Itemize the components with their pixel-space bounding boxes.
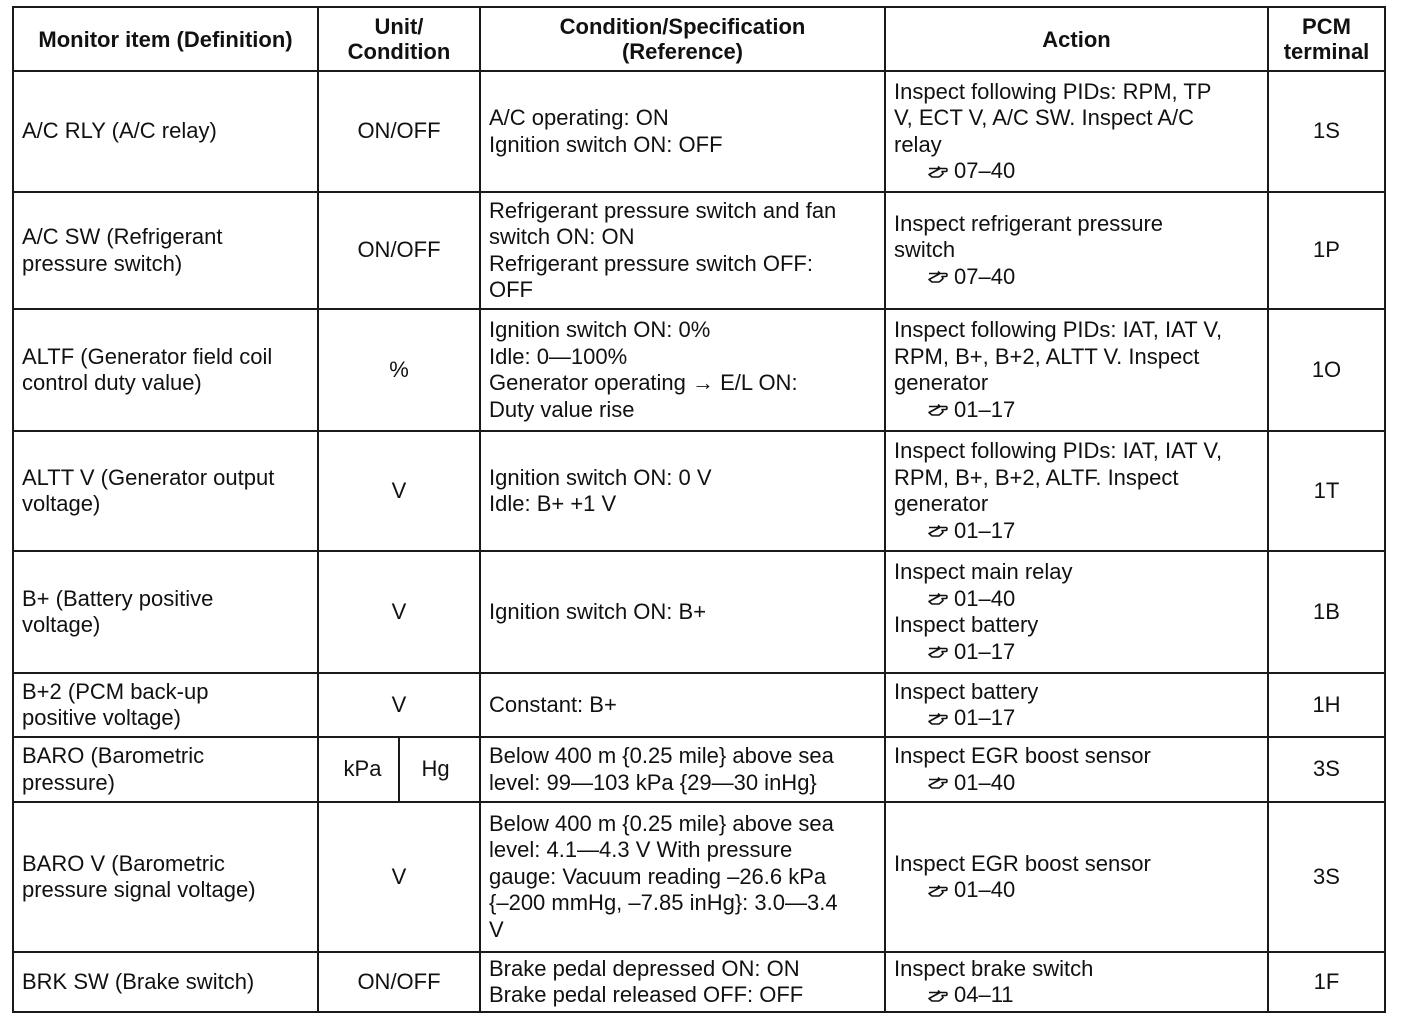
table-row [13,802,1385,952]
monitor-item-text: voltage) [22,612,101,637]
condition-text: Generator operating → E/L ON: [489,370,798,395]
condition-cell [480,551,885,673]
monitor-item-text: control duty value) [22,370,202,395]
reference-page: 07–40 [954,158,1016,183]
monitor-item-text: A/C SW (Refrigerant [22,224,223,249]
header-unit-line1: Unit/ [374,14,424,39]
monitor-item-text: A/C RLY (A/C relay) [22,118,217,144]
monitor-item-text: BARO (Barometric [22,743,205,768]
header-pcm-terminal [1268,7,1385,71]
condition-text: level: 4.1—4.3 V With pressure [489,837,793,863]
condition-text: OFF [489,277,533,302]
unit-cell: ON/OFF [318,192,480,309]
condition-text: A/C operating: ON [489,105,669,130]
monitor-item-cell [13,802,318,952]
monitor-item-text: BRK SW (Brake switch) [22,968,255,994]
condition-cell [480,673,885,737]
monitor-item-text: pressure signal voltage) [22,877,256,902]
condition-text: gauge: Vacuum reading –26.6 kPa [489,863,827,889]
condition-cell [480,309,885,431]
monitor-item-text: pressure) [22,769,115,795]
table-row [13,952,1385,1012]
condition-cell [480,802,885,952]
action-cell [885,192,1268,309]
condition-text: level: 99—103 kPa {29—30 inHg} [489,769,817,795]
action-text: Inspect main relay [894,559,1073,584]
table-row [13,309,1385,431]
monitor-item-text: voltage) [22,491,101,516]
unit-cell: % [318,309,480,431]
reference-page: 04–11 [954,982,1014,1007]
pcm-terminal-cell: 1F [1268,952,1385,1012]
unit-hg: Hg [421,756,450,782]
action-cell [885,802,1268,952]
monitor-item-cell [13,71,318,192]
action-cell [885,431,1268,551]
unit-cell: V [318,431,480,551]
header-action: Action [885,7,1268,71]
action-text: generator [894,491,989,516]
monitor-item-text: ALTT V (Generator output [22,464,275,490]
unit-cell [318,737,480,802]
reference-link[interactable] [894,639,1259,666]
reference-link[interactable] [894,982,1259,1009]
reference-page: 07–40 [954,263,1016,289]
pointing-hand-icon [928,270,948,283]
condition-text: Ignition switch ON: OFF [489,131,723,157]
reference-link[interactable] [894,877,1259,904]
pcm-terminal-cell: 3S [1268,802,1385,952]
monitor-item-text: ALTF (Generator field coil [22,343,273,369]
action-cell [885,737,1268,802]
unit-cell: ON/OFF [318,952,480,1012]
condition-text: Below 400 m {0.25 mile} above sea [489,743,834,768]
action-cell [885,309,1268,431]
condition-text: Brake pedal depressed ON: ON [489,955,800,981]
pcm-terminal-cell: 1S [1268,71,1385,192]
action-cell [885,952,1268,1012]
pcm-terminal-cell: 1T [1268,431,1385,551]
monitor-item-cell [13,309,318,431]
condition-text: Idle: B+ +1 V [489,491,617,516]
condition-text: Brake pedal released OFF: OFF [489,982,804,1007]
monitor-item-cell [13,192,318,309]
unit-kpa: kPa [327,738,400,801]
pointing-hand-icon [928,524,948,537]
unit-cell: ON/OFF [318,71,480,192]
table-header-row [13,7,1385,71]
reference-link[interactable] [894,518,1259,545]
monitor-item-cell [13,551,318,673]
reference-link[interactable] [894,770,1259,797]
reference-page: 01–17 [954,396,1016,422]
pid-monitor-table [12,6,1386,1013]
condition-text: Below 400 m {0.25 mile} above sea [489,810,834,836]
action-text: Inspect following PIDs: RPM, TP [894,78,1212,104]
condition-text: switch ON: ON [489,224,635,249]
pointing-hand-icon [928,776,948,789]
monitor-item-text: positive voltage) [22,705,181,730]
header-pcm-line1: PCM [1302,14,1351,39]
pointing-hand-icon [928,592,948,605]
action-text: V, ECT V, A/C SW. Inspect A/C [894,105,1194,130]
condition-cell [480,952,885,1012]
monitor-item-cell [13,737,318,802]
table-row [13,737,1385,802]
action-text: relay [894,131,942,157]
monitor-item-text: B+ (Battery positive [22,585,214,611]
condition-text: Refrigerant pressure switch and fan [489,197,837,223]
monitor-item-text: BARO V (Barometric [22,850,225,876]
table-row [13,192,1385,309]
header-condition-line1: Condition/Specification [559,14,806,39]
unit-cell: V [318,802,480,952]
condition-text: Ignition switch ON: 0% [489,317,711,342]
header-condition-line2: (Reference) [621,39,744,64]
condition-text: Idle: 0—100% [489,343,628,369]
action-text: generator [894,370,989,395]
action-text: RPM, B+, B+2, ALTT V. Inspect [894,343,1200,369]
pointing-hand-icon [928,645,948,658]
monitor-item-text: B+2 (PCM back-up [22,678,209,704]
pcm-terminal-cell: 1B [1268,551,1385,673]
pcm-terminal-cell: 1P [1268,192,1385,309]
reference-page: 01–17 [954,705,1016,730]
monitor-item-text: pressure switch) [22,250,183,276]
condition-cell [480,71,885,192]
action-cell [885,551,1268,673]
condition-text: V [489,916,504,942]
pointing-hand-icon [928,165,948,178]
action-text: Inspect refrigerant pressure [894,210,1164,236]
reference-page: 01–40 [954,585,1016,611]
condition-text: Ignition switch ON: 0 V [489,464,712,490]
action-text: Inspect EGR boost sensor [894,743,1151,768]
table-row [13,71,1385,192]
condition-cell [480,431,885,551]
pointing-hand-icon [928,989,948,1002]
condition-cell [480,192,885,309]
condition-cell [480,737,885,802]
monitor-item-cell [13,673,318,737]
reference-link[interactable] [894,158,1259,185]
pointing-hand-icon [928,712,948,725]
table-body [13,71,1385,1012]
header-unit-condition [318,7,480,71]
unit-cell: V [318,673,480,737]
condition-text: Constant: B+ [489,691,617,717]
reference-link[interactable] [894,586,1259,613]
monitor-item-cell [13,431,318,551]
reference-link[interactable] [894,397,1259,424]
table-row [13,551,1385,673]
header-condition-specification [480,7,885,71]
action-text: Inspect EGR boost sensor [894,850,1151,876]
pcm-terminal-cell: 1H [1268,673,1385,737]
monitor-item-cell [13,952,318,1012]
reference-page: 01–40 [954,877,1016,902]
condition-text: Duty value rise [489,396,635,422]
action-text: Inspect following PIDs: IAT, IAT V, [894,438,1223,463]
pointing-hand-icon [928,884,948,897]
reference-page: 01–17 [954,638,1016,664]
header-unit-line2: Condition [347,39,451,64]
action-text: Inspect brake switch [894,955,1094,981]
reference-link[interactable] [894,264,1259,291]
action-text: RPM, B+, B+2, ALTF. Inspect [894,464,1179,490]
table-row [13,673,1385,737]
reference-page: 01–40 [954,769,1016,795]
action-cell [885,71,1268,192]
header-monitor-item: Monitor item (Definition) [13,7,318,71]
action-text: Inspect battery [894,678,1039,704]
reference-link[interactable] [894,705,1259,732]
action-text: switch [894,237,956,263]
action-cell [885,673,1268,737]
table-row [13,431,1385,551]
condition-text: Ignition switch ON: B+ [489,598,707,624]
unit-cell: V [318,551,480,673]
unit-split [327,738,471,801]
action-text: Inspect following PIDs: IAT, IAT V, [894,317,1223,342]
action-text: Inspect battery [894,612,1039,637]
condition-text: {–200 mmHg, –7.85 inHg}: 3.0—3.4 [489,890,838,916]
reference-page: 01–17 [954,517,1016,543]
pcm-terminal-cell: 1O [1268,309,1385,431]
pcm-terminal-cell: 3S [1268,737,1385,802]
header-pcm-line2: terminal [1283,39,1370,64]
condition-text: Refrigerant pressure switch OFF: [489,250,813,276]
pointing-hand-icon [928,403,948,416]
